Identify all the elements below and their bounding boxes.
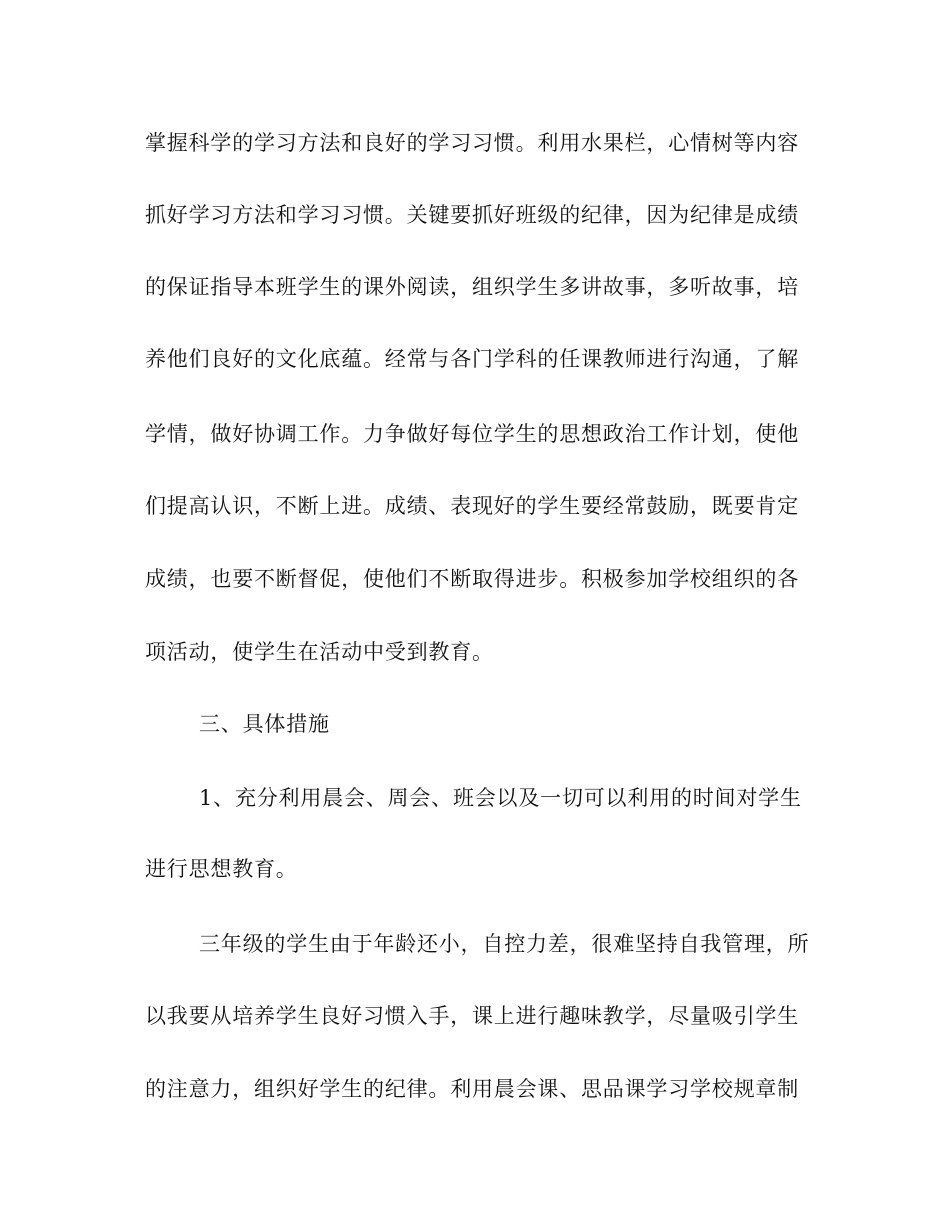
text-line: 们提高认识，不断上进。成绩、表现好的学生要经常鼓励，既要肯定 [145,494,799,518]
text-line: 抓好学习方法和学习习惯。关键要抓好班级的纪律，因为纪律是成绩 [145,203,799,227]
text-line: 三年级的学生由于年龄还小，自控力差，很难坚持自我管理，所 [199,932,810,956]
text-line: 的注意力，组织好学生的纪律。利用晨会课、思品课学习学校规章制 [145,1077,799,1101]
text-line: 养他们良好的文化底蕴。经常与各门学科的任课教师进行沟通，了解 [145,347,799,371]
text-line: 学情，做好协调工作。力争做好每位学生的思想政治工作计划，使他 [145,422,799,446]
text-line: 的保证指导本班学生的课外阅读，组织学生多讲故事，多听故事，培 [145,275,799,299]
text-line: 成绩，也要不断督促，使他们不断取得进步。积极参加学校组织的各 [145,567,799,591]
text-line: 进行思想教育。 [145,857,298,881]
section-heading: 三、具体措施 [199,712,330,736]
text-line: 1、充分利用晨会、周会、班会以及一切可以利用的时间对学生 [199,786,802,810]
text-line: 掌握科学的学习方法和良好的学习习惯。利用水果栏，心情树等内容 [145,131,799,155]
text-line: 项活动，使学生在活动中受到教育。 [145,640,494,664]
text-line: 以我要从培养学生良好习惯入手，课上进行趣味教学，尽量吸引学生 [145,1004,799,1028]
